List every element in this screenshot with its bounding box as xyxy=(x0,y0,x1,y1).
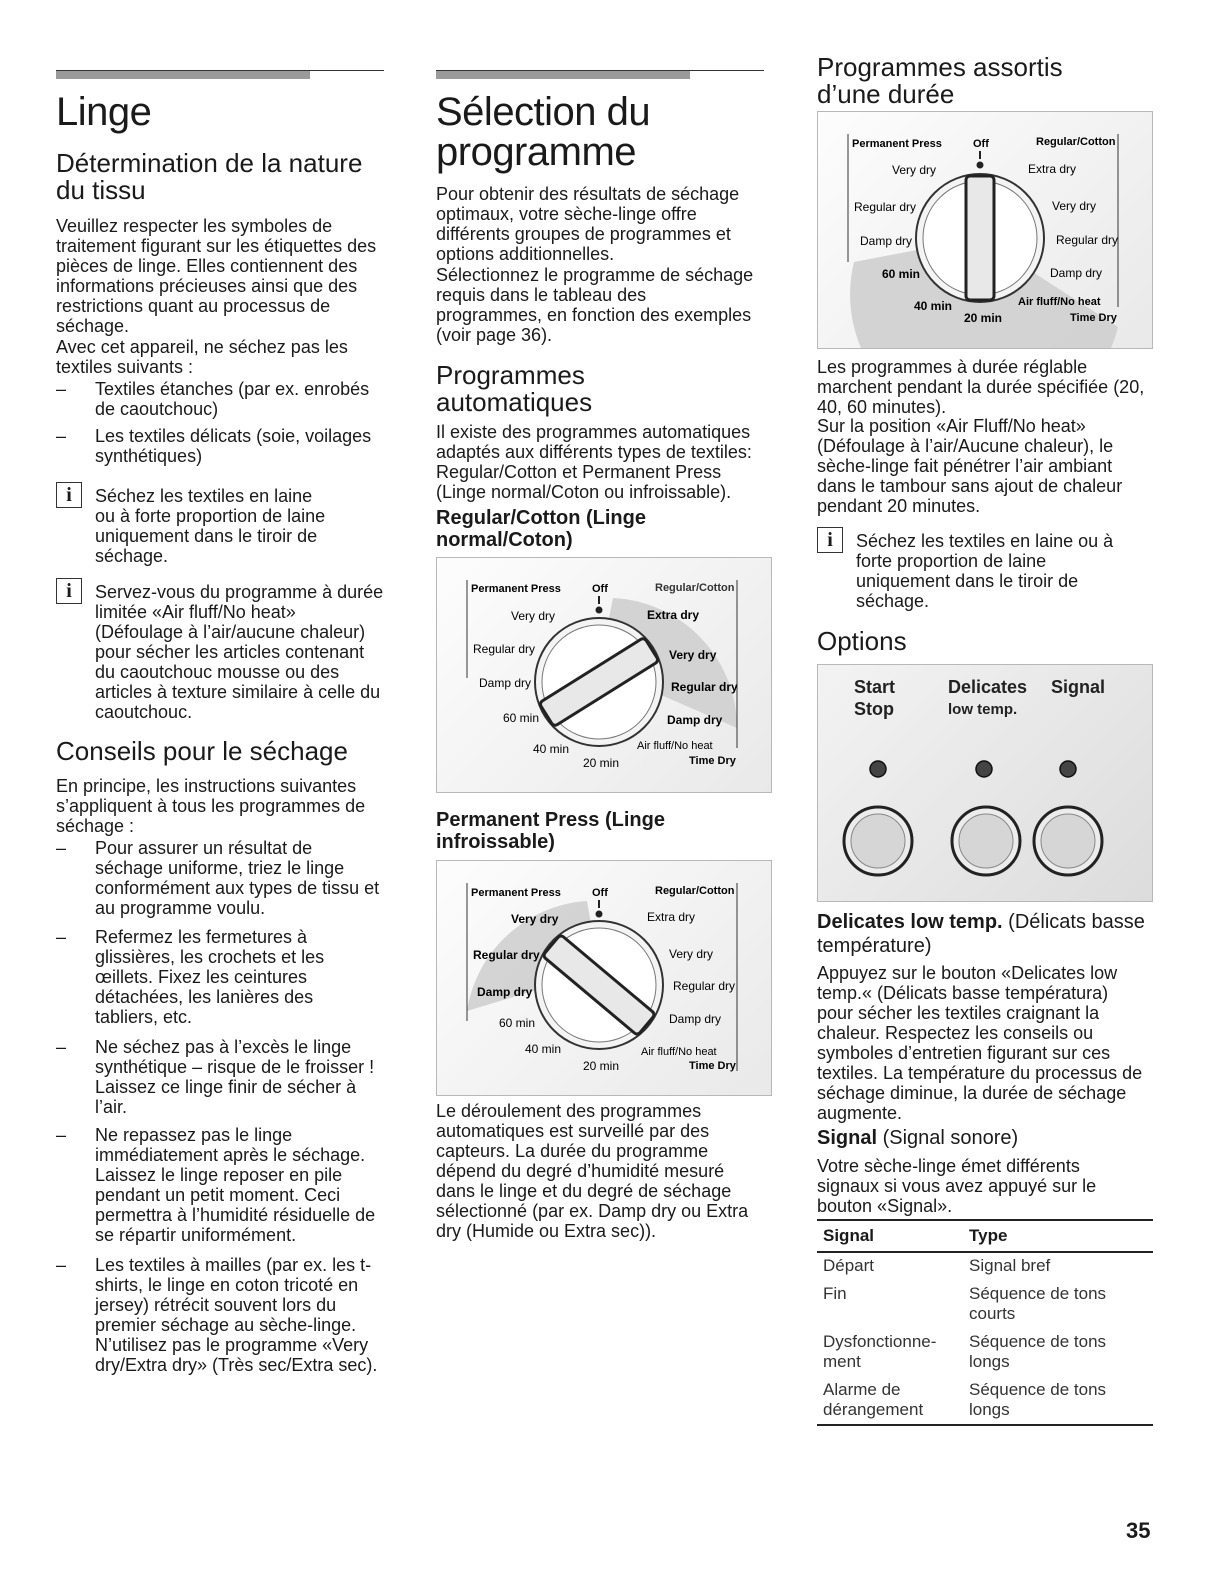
label-stop: Stop xyxy=(854,699,894,719)
page-number: 35 xyxy=(1126,1518,1151,1543)
table-cell: Alarme de dérangement xyxy=(817,1376,963,1425)
heading-timed-programs: Programmes assortis d’une durée xyxy=(817,52,1063,109)
label-very-dry: Very dry xyxy=(511,609,556,623)
figure-caption-regular-cotton: Regular/Cotton (Linge normal/Coton) xyxy=(436,507,646,551)
heading-options: Options xyxy=(817,626,907,656)
table-cell: Signal bref xyxy=(969,1256,1051,1275)
delicates-indicator-led xyxy=(976,761,992,777)
figure-caption-permanent-press: Permanent Press (Linge infroissable) xyxy=(436,809,665,853)
label-time-dry: Time Dry xyxy=(689,1060,736,1072)
section-title-program-selection: Sélection du programme xyxy=(436,90,651,174)
start-stop-button xyxy=(844,807,912,875)
heading-signal: Signal (Signal sonore) xyxy=(817,1127,1019,1149)
label-40-min: 40 min xyxy=(533,742,570,756)
heading-fabric-type: Détermination de la nature du tissu xyxy=(56,148,363,205)
label-low-temp: low temp. xyxy=(948,701,1018,718)
heading-delicates-low-temp: Delicates low temp. (Délicats basse température) xyxy=(817,911,1145,957)
label-regular-dry: Regular dry xyxy=(673,979,736,993)
label-off: Off xyxy=(973,138,989,150)
table-cell: Fin xyxy=(823,1284,847,1303)
column-header-signal: Signal xyxy=(817,1220,963,1252)
table-cell: Séquence de tons longs xyxy=(963,1376,1153,1425)
label-damp-dry: Damp dry xyxy=(1050,266,1103,280)
dial-figure-time-dry xyxy=(817,111,1153,349)
label-extra-dry: Extra dry xyxy=(1028,162,1077,176)
table-cell: Séquence de tons longs xyxy=(969,1332,1107,1371)
label-air-fluff: Air fluff/No heat xyxy=(641,1046,717,1058)
label-regular-dry-bold: Regular dry xyxy=(473,948,540,962)
label-very-dry-bold: Very dry xyxy=(669,648,717,662)
table-header-row xyxy=(817,1220,1153,1252)
section-title-linge: Linge xyxy=(56,90,152,134)
paragraph: En principe, les instructions suivantes s’appliquent à tous les programmes de séchage : xyxy=(56,776,366,836)
label-60-min: 60 min xyxy=(882,267,921,281)
heading-drying-tips: Conseils pour le séchage xyxy=(56,736,348,766)
label-air-fluff: Air fluff/No heat xyxy=(637,740,713,752)
info-icon: i xyxy=(817,527,843,553)
label-damp-dry: Damp dry xyxy=(669,1012,722,1026)
start-indicator-led xyxy=(870,761,886,777)
table-cell: Séquence de tons courts xyxy=(969,1284,1107,1323)
dial-figure-permanent-press xyxy=(436,860,772,1096)
signal-button xyxy=(1034,807,1102,875)
paragraph: Avec cet appareil, ne séchez pas les textiles suivants : xyxy=(56,337,348,377)
label-regular-dry: Regular dry xyxy=(1056,233,1119,247)
label-very-dry-bold: Very dry xyxy=(511,912,559,926)
options-panel xyxy=(817,664,1153,902)
table-row xyxy=(817,1252,1153,1280)
signal-table xyxy=(817,1219,1153,1426)
label-off: Off xyxy=(592,583,608,595)
label-delicates: Delicates xyxy=(948,677,1028,697)
label-regular-cotton: Regular/Cotton xyxy=(655,885,735,897)
heading-automatic-programs: Programmes automatiques xyxy=(436,360,593,417)
delicates-button xyxy=(952,807,1020,875)
label-regular-dry-bold: Regular dry xyxy=(671,680,738,694)
label-permanent-press: Permanent Press xyxy=(852,138,942,150)
label-extra-dry: Extra dry xyxy=(647,608,700,622)
signal-indicator-led xyxy=(1060,761,1076,777)
label-40-min: 40 min xyxy=(525,1042,562,1056)
label-damp-dry-bold: Damp dry xyxy=(477,985,533,999)
label-20-min: 20 min xyxy=(964,311,1003,325)
label-very-dry: Very dry xyxy=(1052,199,1097,213)
label-20-min: 20 min xyxy=(583,1059,620,1073)
label-20-min: 20 min xyxy=(583,756,620,770)
label-regular-cotton: Regular/Cotton xyxy=(655,582,735,594)
section-rule xyxy=(56,70,384,80)
label-air-fluff: Air fluff/No heat xyxy=(1018,296,1101,308)
paragraph: Il existe des programmes automatiques adaptés aux différents types de textiles: Regular/Cotton et Permanent Press (Linge normal/Coton ou infroissable). xyxy=(436,422,752,502)
info-icon: i xyxy=(56,578,82,604)
label-60-min: 60 min xyxy=(503,711,540,725)
label-damp-dry: Damp dry xyxy=(860,234,913,248)
label-very-dry: Very dry xyxy=(892,163,937,177)
label-regular-cotton: Regular/Cotton xyxy=(1036,136,1116,148)
paragraph: Pour obtenir des résultats de séchage optimaux, votre sèche-linge offre différents groupes de programmes et options additionnelles. xyxy=(436,184,740,264)
dial-figure-regular-cotton xyxy=(436,557,772,793)
column-header-type: Type xyxy=(963,1220,1153,1252)
label-regular-dry: Regular dry xyxy=(854,200,917,214)
table-row xyxy=(817,1328,1153,1376)
paragraph: Votre sèche-linge émet différents signaux si vous avez appuyé sur le bouton «Signal». xyxy=(817,1156,1097,1216)
label-time-dry: Time Dry xyxy=(1070,312,1117,324)
label-permanent-press: Permanent Press xyxy=(471,887,561,899)
label-start: Start xyxy=(854,677,896,697)
paragraph: Veuillez respecter les symboles de traitement figurant sur les étiquettes des pièces de linge. Elles contiennent des informations précieuses ainsi que des restrictions quant au processus de séchage. xyxy=(56,216,377,336)
label-60-min: 60 min xyxy=(499,1016,536,1030)
section-rule xyxy=(436,70,764,80)
table-row xyxy=(817,1280,1153,1328)
table-row xyxy=(817,1376,1153,1425)
label-off: Off xyxy=(592,887,608,899)
label-damp-dry: Damp dry xyxy=(479,676,532,690)
paragraph: Sélectionnez le programme de séchage requis dans le tableau des programmes, en fonction des exemples (voir page 36). xyxy=(436,265,754,345)
paragraph: Les programmes à durée réglable marchent pendant la durée spécifiée (20, 40, 60 minutes). xyxy=(817,357,1145,417)
paragraph: Sur la position «Air Fluff/No heat» (Défoulage à l’air/Aucune chaleur), le sèche-linge fait pénétrer l’air ambiant dans le tambour sans ajout de chaleur pendant 20 minutes. xyxy=(817,416,1123,516)
table-cell: Dysfonctionne-ment xyxy=(823,1332,937,1371)
label-extra-dry: Extra dry xyxy=(647,910,696,924)
info-icon: i xyxy=(56,482,82,508)
paragraph: Appuyez sur le bouton «Delicates low temp.« (Délicats basse températura) pour sécher les textiles craignant la chaleur. Respectez les conseils ou symboles d’entretien figurant sur ces textiles. La température du processus de séchage diminue, la durée de séchage augmente. xyxy=(817,963,1143,1123)
paragraph: Le déroulement des programmes automatiques est surveillé par des capteurs. La durée du programme dépend du degré d’humidité mesuré dans le linge et du degré de séchage sélectionné (par ex. Damp dry ou Extra dry (Humide ou Extra sec)). xyxy=(436,1101,749,1241)
label-signal: Signal xyxy=(1051,677,1106,697)
label-time-dry: Time Dry xyxy=(689,755,736,767)
label-damp-dry-bold: Damp dry xyxy=(667,713,723,727)
label-permanent-press: Permanent Press xyxy=(471,583,561,595)
label-regular-dry: Regular dry xyxy=(473,642,536,656)
label-40-min: 40 min xyxy=(914,299,953,313)
table-cell: Départ xyxy=(823,1256,875,1275)
label-very-dry: Very dry xyxy=(669,947,714,961)
